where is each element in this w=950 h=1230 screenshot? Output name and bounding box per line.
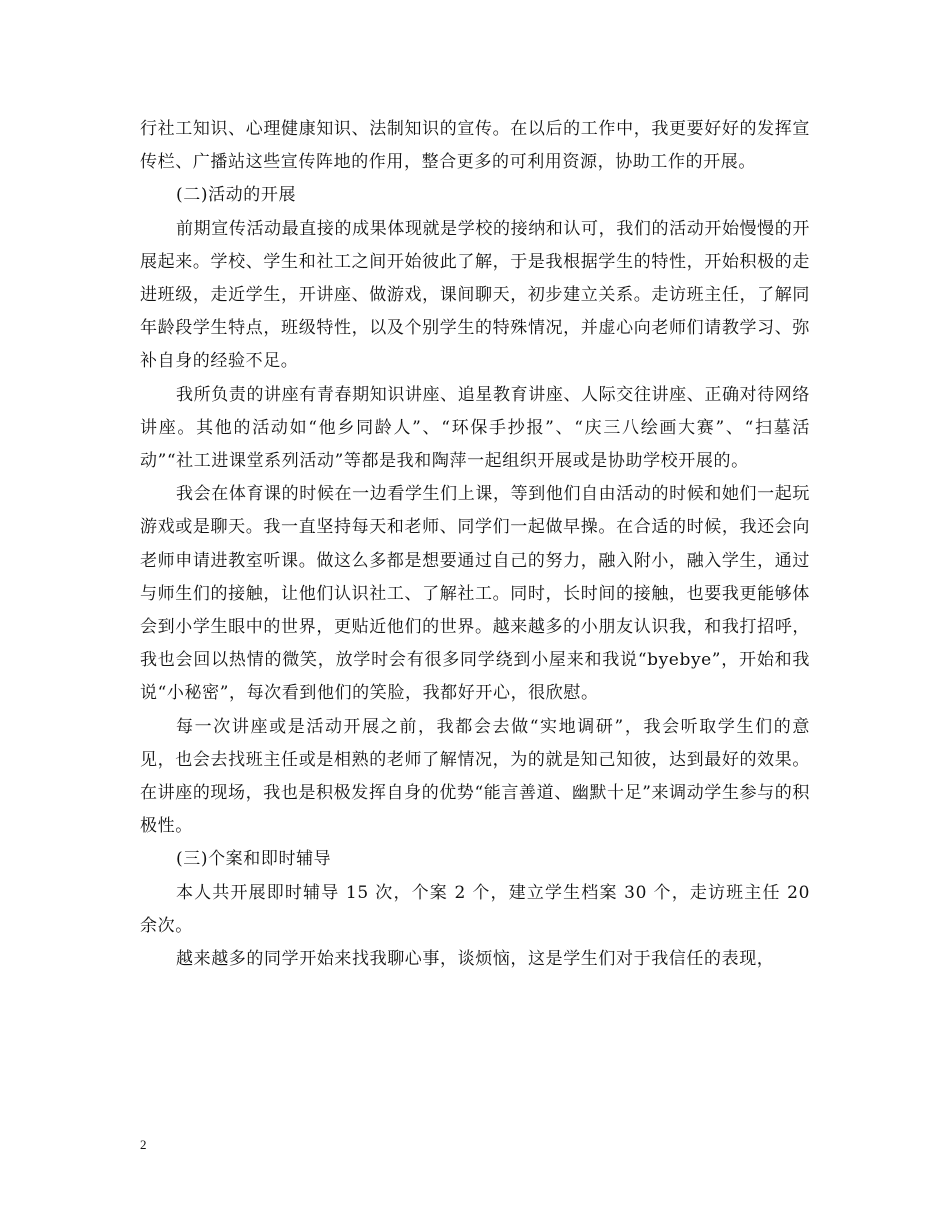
paragraph-4: 我所负责的讲座有青春期知识讲座、追星教育讲座、人际交往讲座、正确对待网络讲座。其他的活动如“他乡同龄人”、“环保手抄报”、“庆三八绘画大赛”、“扫墓活动”“社工进课堂系列活动”等都是我和陶萍一起组织开展或是协助学校开展的。	[140, 384, 810, 472]
section-heading-activities: (二)活动的开展	[176, 185, 297, 206]
paragraph-6: 每一次讲座或是活动开展之前，我都会去做“实地调研”，我会听取学生们的意见，也会去找班主任或是相熟的老师了解情况，为的就是知己知彼，达到最好的效果。在讲座的现场，我也是积极发挥自身的优势“能言善道、幽默十足”来调动学生参与的积极性。	[140, 716, 810, 837]
paragraph-1: 行社工知识、心理健康知识、法制知识的宣传。在以后的工作中，我更要好好的发挥宣传栏、广播站这些宣传阵地的作用，整合更多的可利用资源，协助工作的开展。	[140, 119, 810, 173]
paragraph-5: 我会在体育课的时候在一边看学生们上课，等到他们自由活动的时候和她们一起玩游戏或是聊天。我一直坚持每天和老师、同学们一起做早操。在合适的时候，我还会向老师申请进教室听课。做这么多都是想要通过自己的努力，融入附小，融入学生，通过与师生们的接触，让他们认识社工、了解社工。同时，长时间的接触，也要我更能够体会到小学生眼中的世界，更贴近他们的世界。越来越多的小朋友认识我，和我打招呼，我也会回以热情的微笑，放学时会有很多同学绕到小屋来和我说“byebye”，开始和我说“小秘密”，每次看到他们的笑脸，我都好开心，很欣慰。	[140, 484, 810, 704]
page-number: 2	[140, 1137, 147, 1152]
paragraph-8: 本人共开展即时辅导 15 次，个案 2 个，建立学生档案 30 个，走访班主任 20 余次。	[140, 882, 810, 936]
section-heading-cases: (三)个案和即时辅导	[176, 849, 332, 870]
document-body	[140, 113, 810, 976]
paragraph-9: 越来越多的同学开始来找我聊心事，谈烦恼，这是学生们对于我信任的表现，	[176, 949, 775, 970]
paragraph-3: 前期宣传活动最直接的成果体现就是学校的接纳和认可，我们的活动开始慢慢的开展起来。学校、学生和社工之间开始彼此了解，于是我根据学生的特性，开始积极的走进班级，走近学生，开讲座、做游戏，课间聊天，初步建立关系。走访班主任，了解同年龄段学生特点，班级特性，以及个别学生的特殊情况，并虚心向老师们请教学习、弥补自身的经验不足。	[140, 218, 810, 372]
